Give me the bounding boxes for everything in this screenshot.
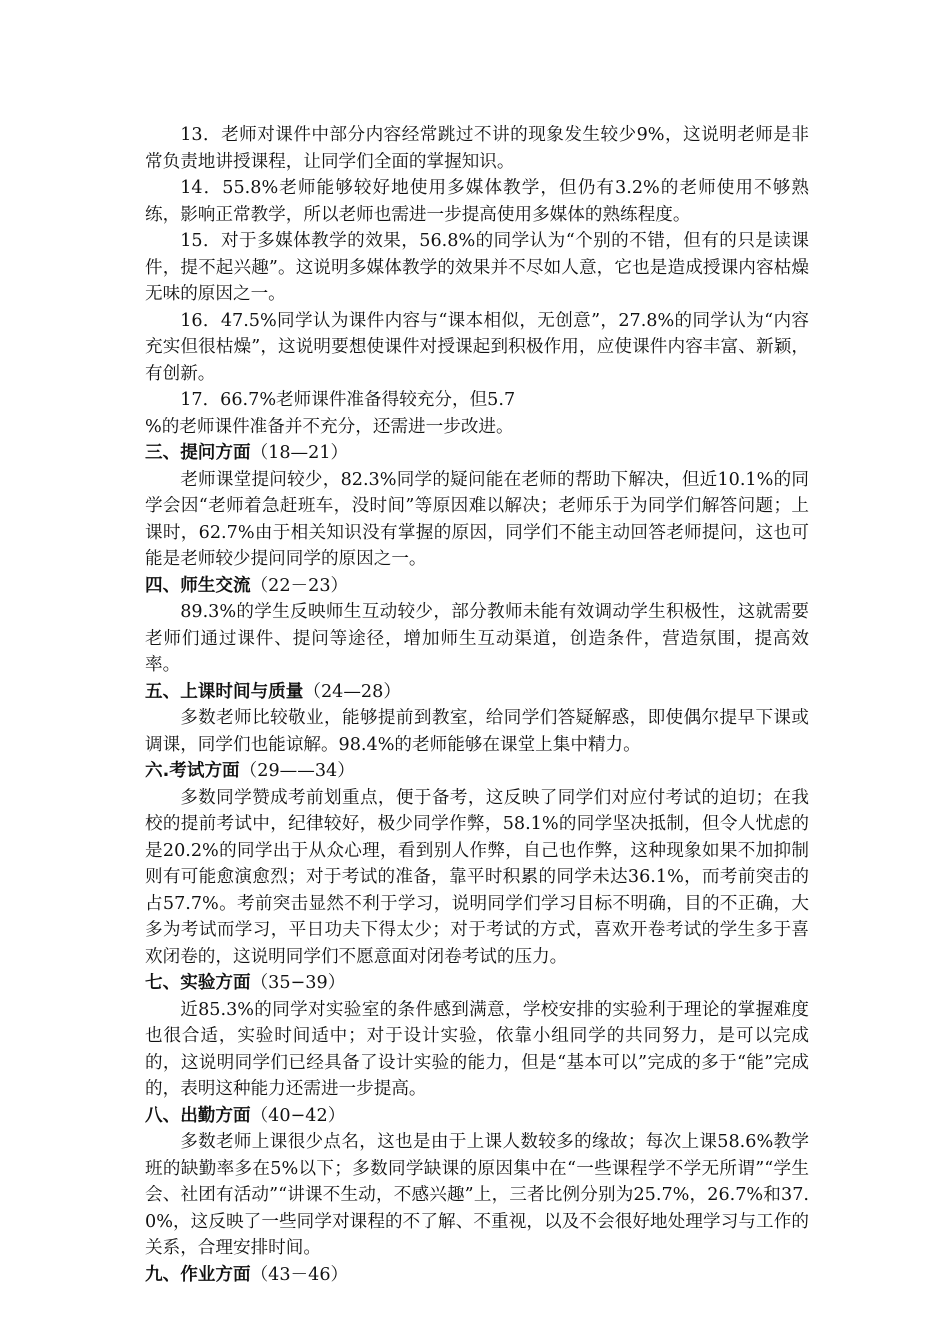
section-heading-exams (145, 758, 809, 785)
paragraph-13: 13．老师对课件中部分内容经常跳过不讲的现象发生较少9%，这说明老师是非常负责地讲授课程，让同学们全面的掌握知识。 (145, 125, 809, 172)
section-title: 七、实验方面 (145, 973, 251, 993)
section-body-experiments: 近85.3%的同学对实验室的条件感到满意，学校安排的实验利于理论的掌握难度也很合适，实验时间适中；对于设计实验，依靠小组同学的共同努力，是可以完成的，这说明同学们已经具备了设计实验的能力，但是“基本可以”完成的多于“能”完成的，表明这种能力还需进一步提高。 (145, 999, 809, 1099)
section-range: （18—21） (250, 443, 349, 463)
section-body-exams: 多数同学赞成考前划重点，便于备考，这反映了同学们对应付考试的迫切；在我校的提前考试中，纪律较好，极少同学作弊，58.1%的同学坚决抵制，但令人忧虑的是20.2%的同学出于从众心理，看到别人作弊，自己也作弊，这种现象如果不加抑制则有可能愈演愈烈；对于考试的准备，靠平时积累的同学未达36.1%，而考前突击的占57.7%。考前突击显然不利于学习，说明同学们学习目标不明确，目的不正确，大多为考试而学习，平日功夫下得太少；对于考试的方式，喜欢开卷考试的学生多于喜欢闭卷的，这说明同学们不愿意面对闭卷考试的压力。 (145, 787, 809, 967)
section-heading-attendance (145, 1103, 809, 1130)
section-heading-class-time (145, 679, 809, 706)
section-heading-questions (145, 440, 809, 467)
section-range: （24—28） (303, 681, 401, 702)
section-range: （40−42） (250, 1105, 346, 1126)
section-title: 五、上课时间与质量 (145, 681, 304, 702)
paragraph-15: 15．对于多媒体教学的效果，56.8%的同学认为“个别的不错，但有的只是读课件，提不起兴趣”。这说明多媒体教学的效果并不尽如人意，它也是造成授课内容枯燥无味的原因之一。 (145, 231, 809, 304)
section-range: （29——34） (239, 761, 355, 781)
paragraph-16: 16．47.5%同学认为课件内容与“课本相似，无创意”，27.8%的同学认为“内容充实但很枯燥”，这说明要想使课件对授课起到积极作用，应使课件内容丰富、新颖，有创新。 (145, 310, 809, 384)
section-heading-homework (145, 1262, 809, 1289)
section-range: （43－46） (250, 1264, 349, 1285)
paragraph-14: 14．55.8%老师能够较好地使用多媒体教学，但仍有3.2%的老师使用不够熟练，影响正常教学，所以老师也需进一步提高使用多媒体的熟练程度。 (145, 178, 809, 225)
section-body-class-time: 多数老师比较敬业，能够提前到教室，给同学们答疑解惑，即使偶尔提早下课或调课，同学们也能谅解。98.4%的老师能够在课堂上集中精力。 (145, 708, 809, 755)
section-title: 九、作业方面 (145, 1264, 251, 1285)
section-range: （35−39） (250, 973, 346, 993)
section-body-attendance: 多数老师上课很少点名，这也是由于上课人数较多的缘故；每次上课58.6%教学班的缺勤率多在5%以下；多数同学缺课的原因集中在“一些课程学不学无所谓”“学生会、社团有活动”“讲课不生动，不感兴趣”上，三者比例分别为25.7%，26.7%和37.0%，这反映了一些同学对课程的不了解、不重视，以及不会很好地处理学习与工作的关系，合理安排时间。 (145, 1132, 809, 1258)
document-page (145, 122, 809, 1288)
section-range: （22－23） (250, 575, 349, 596)
section-body-questions: 老师课堂提问较少，82.3%同学的疑问能在老师的帮助下解决，但近10.1%的同学会因“老师着急赶班车，没时间”等原因难以解决；老师乐于为同学们解答问题；上课时，62.7%由于相关知识没有掌握的原因，同学们不能主动回答老师提问，这也可能是老师较少提问同学的原因之一。 (145, 469, 809, 569)
section-title: 四、师生交流 (145, 575, 251, 596)
section-body-interaction: 89.3%的学生反映师生互动较少，部分教师未能有效调动学生积极性，这就需要老师们通过课件、提问等途径，增加师生互动渠道，创造条件，营造氛围，提高效率。 (145, 602, 809, 675)
section-title: 八、出勤方面 (145, 1105, 251, 1126)
section-heading-interaction (145, 573, 809, 600)
section-title: 三、提问方面 (145, 443, 251, 463)
section-heading-experiments (145, 970, 809, 997)
paragraph-17: 17．66.7%老师课件准备得较充分，但5.7 (180, 390, 516, 410)
paragraph-17-continuation: %的老师课件准备并不充分，还需进一步改进。 (145, 416, 514, 437)
section-title: 六.考试方面 (145, 761, 240, 781)
